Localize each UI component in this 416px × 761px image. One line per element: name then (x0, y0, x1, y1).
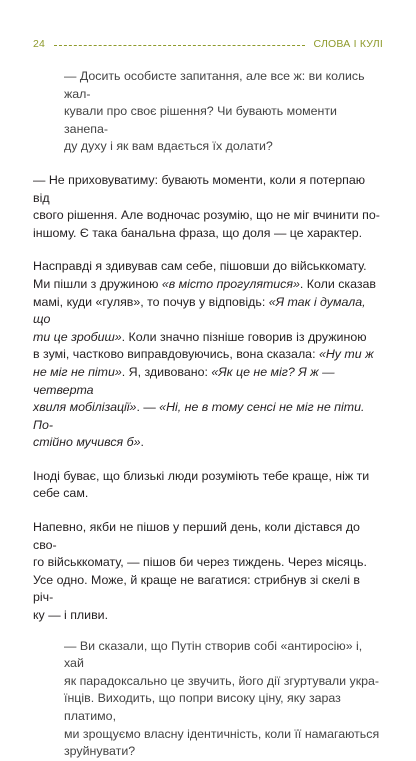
paragraph-3 (33, 468, 382, 503)
italic-quote: ти це зробиш» (33, 329, 122, 344)
text-line: зруйнувати? (64, 744, 136, 759)
text-line (33, 329, 382, 347)
text-line: свого рішення. Але водночас розумію, що не міг вчинити по- (33, 208, 380, 223)
text-line (33, 276, 382, 294)
italic-quote: хвиля мобілізації» (33, 400, 137, 415)
text-run: . Коли сказав (299, 276, 376, 291)
header-dashed-rule (54, 45, 304, 46)
text-run: мамі, куди «гуляв», то почув у відповідь: (33, 294, 269, 309)
text-line: себе сам. (33, 486, 89, 501)
answer-paragraph-1 (33, 172, 382, 242)
text-line: Усе одно. Може, й краще не вагатися: стрибнув зі скелі в річ- (33, 572, 360, 605)
text-run: Ми пішли з дружиною (33, 276, 162, 291)
text-line: іншому. Є така банальна фраза, що доля — це характер. (33, 225, 363, 240)
text-line (33, 364, 382, 399)
text-line: ду духу і як вам вдається їх долати? (64, 139, 273, 154)
text-run: . (140, 435, 144, 450)
text-line (33, 434, 382, 452)
italic-quote: стійно мучився б» (33, 435, 141, 450)
text-line: їнців. Виходить, що попри високу ціну, яку зараз платимо, (64, 691, 341, 723)
text-run: . Коли значно пізніше говорив із дружиною (121, 329, 367, 344)
text-line: кували про своє рішення? Чи бувають моменти занепа- (64, 104, 337, 136)
text-line: Напевно, якби не пішов у перший день, коли дістався до сво- (33, 520, 360, 552)
text-line: ку — і пливи. (33, 608, 109, 623)
italic-quote: «Ну ти ж (318, 347, 374, 362)
italic-quote: «Ні, не в тому сенсі не міг не піти. По- (33, 400, 365, 432)
text-line (33, 399, 382, 434)
text-line: Насправді я здивував сам себе, пішовши до військкомату. (33, 259, 367, 274)
running-header (33, 38, 383, 50)
text-line: — Досить особисте запитання, але все ж: ви колись жал- (64, 69, 365, 101)
page-body (33, 68, 382, 761)
text-line (33, 346, 382, 364)
page-number: 24 (33, 38, 46, 50)
italic-quote: «Як це не міг? Я ж — четверта (33, 364, 335, 397)
text-line: го військкомату, — пішов би через тиждень. Через місяць. (33, 555, 367, 570)
text-run: . Я, здивовано: (121, 364, 212, 379)
paragraph-4 (33, 519, 382, 625)
text-run: . — (136, 400, 160, 415)
italic-quote: «в місто прогулятися» (161, 276, 300, 291)
running-title: СЛОВА І КУЛІ (313, 38, 383, 50)
interview-question-1 (64, 68, 382, 156)
text-line: ми зрощуємо власну ідентичність, коли її намагаються (64, 726, 380, 741)
italic-quote: «Я так і думала, що (33, 294, 366, 327)
interview-question-2 (64, 638, 382, 761)
text-run: в зумі, частково виправдовуючись, вона сказала: (33, 347, 319, 362)
text-line: — Ви сказали, що Путін створив собі «антиросію» і, хай (64, 638, 363, 671)
italic-quote: не міг не піти» (33, 364, 122, 379)
text-line: — Не приховуватиму: бувають моменти, коли я потерпаю від (33, 172, 366, 205)
text-line: як парадоксально це звучить, його дії згуртували укра- (64, 673, 380, 688)
text-line (33, 294, 382, 329)
paragraph-2 (33, 258, 382, 452)
text-line: Іноді буває, що близькі люди розуміють тебе краще, ніж ти (33, 468, 370, 483)
